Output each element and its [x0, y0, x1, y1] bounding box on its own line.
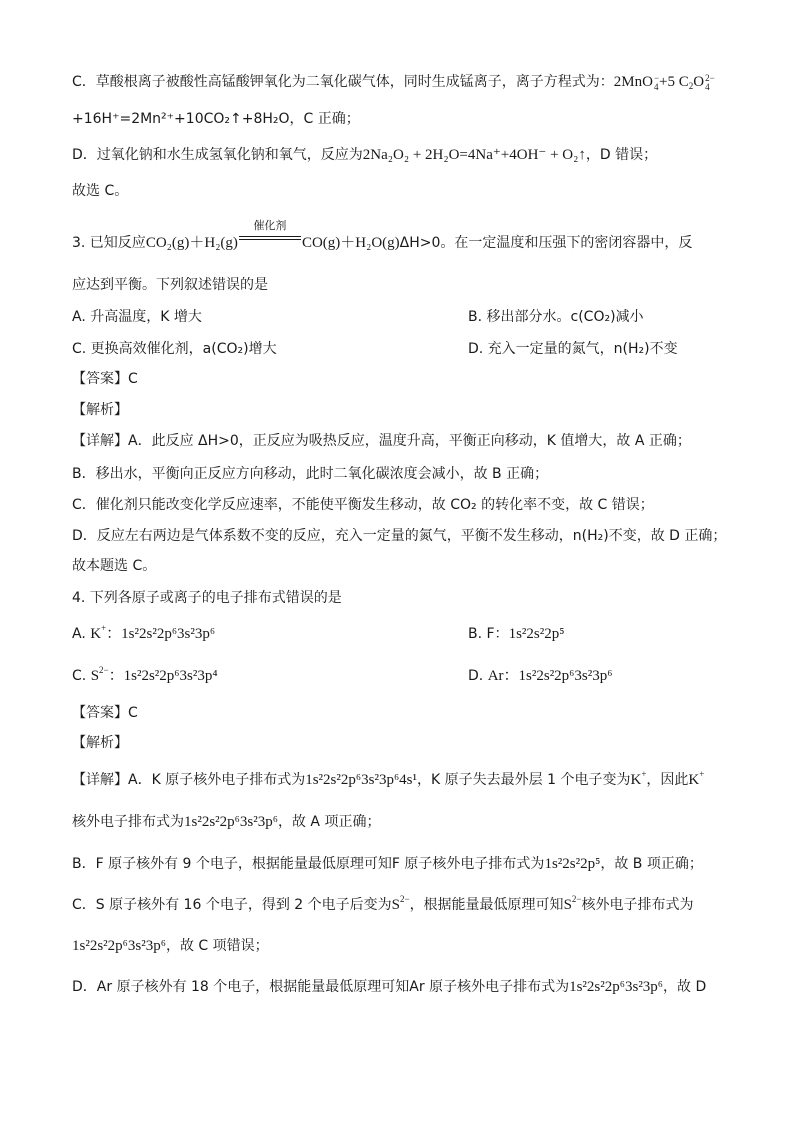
text: 【详解】A．此反应 ΔH>0，正反应为吸热反应，温度升高，平衡正向移动，K 值增大，故 A 正确； [72, 433, 691, 449]
answer: 【答案】C [72, 371, 138, 387]
q3-options-row1 [72, 307, 644, 327]
text: B．F 原子核外有 9 个电子，根据能量最低原理可知 [72, 856, 392, 872]
text: 3. 已知反应 [72, 235, 146, 251]
config: 1s²2s²2p⁶3s²3p⁶4s¹ [305, 772, 418, 788]
text: ，K 原子失去最外层 1 个电子变为 [417, 772, 631, 788]
q4-detail-f [72, 977, 706, 997]
text: C．催化剂只能改变化学反应速率，不能使平衡发生移动，故 CO₂ 的转化率不变，故 C 错误； [72, 497, 654, 513]
equation-right: CO(g)＋H₂O(g) [301, 235, 400, 251]
text: 应达到平衡。下列叙述错误的是 [72, 277, 268, 293]
text: C．草酸根离子被酸性高锰酸钾氧化为二氧化碳气体，同时生成锰离子，离子方程式为： [72, 74, 614, 90]
eq-mno4: 2MnO − 4 [613, 73, 660, 92]
catalyst-arrow [239, 219, 301, 249]
option-b: B. 移出部分水。c(CO₂)减小 [468, 309, 644, 325]
line-c-part2 [72, 109, 360, 129]
text: 故本题选 C。 [72, 558, 157, 574]
q4-detail-b [72, 812, 380, 832]
text: D．过氧化钠和水生成氢氧化钠和氧气，反应为 [72, 147, 363, 163]
q4-detail-c [72, 854, 703, 874]
config: 1s²2s²2p⁶3s²3p⁶ [184, 814, 278, 830]
catalyst-label: 催化剂 [253, 219, 287, 232]
q4-options-row2 [72, 665, 613, 686]
config: 1s²2s²2p⁶3s²3p⁶ [569, 979, 664, 995]
text: +16H⁺=2Mn²⁺+10CO₂↑+8H₂O，C 正确； [72, 111, 360, 127]
line-c-part1 [72, 72, 715, 92]
q4-detail-a [72, 770, 704, 790]
text: 核外电子排布式为 [72, 814, 184, 830]
q3-detail-c [72, 495, 654, 515]
question-3 [72, 219, 693, 253]
q3-detail-e [72, 556, 156, 576]
k-ion: K+ [630, 769, 647, 788]
q4-detail-d [72, 895, 693, 915]
equation: 2Na₂O₂ + 2H₂O=4Na⁺+4OH⁻ + O₂↑ [362, 147, 586, 163]
option-a: A. 升高温度，K 增大 [72, 309, 202, 325]
k-ion: K+ [688, 769, 705, 788]
option-d: D. 充入一定量的氮气，n(H₂)不变 [468, 341, 678, 357]
eq-c2o4: +5 $C_2O$ 2− 4 [659, 73, 715, 92]
line-choose [72, 181, 128, 201]
text: 核外电子排布式为 [581, 897, 694, 913]
q3-detail-a [72, 431, 691, 451]
text: ，D 错误； [585, 147, 658, 163]
question-4 [72, 588, 342, 608]
option-c: C. $S^{2-}$：1s²2s²2p⁶3s²3p⁴ [72, 665, 218, 684]
s-ion: $S^{2-}$ [563, 894, 582, 913]
q4-options-row1 [72, 623, 565, 644]
q3-detail-b [72, 464, 548, 484]
text: 【详解】A．K 原子核外电子排布式为 [72, 772, 306, 788]
text: 4. 下列各原子或离子的电子排布式错误的是 [72, 590, 342, 606]
equation-left: CO₂(g)＋H₂(g) [145, 235, 238, 251]
option-a: A. K+：1s²2s²2p⁶3s²3p⁶ [72, 623, 216, 642]
q3-answer [72, 369, 138, 389]
text: ，故 C 项错误； [165, 938, 269, 954]
config: 1s²2s²2p⁵ [544, 856, 601, 872]
config: 1s²2s²2p⁶3s²3p⁶ [72, 938, 166, 954]
text: D．Ar 原子核外有 18 个电子，根据能量最低原理可知 [72, 979, 410, 995]
q4-answer [72, 703, 138, 723]
option-d: D. Ar：1s²2s²2p⁶3s²3p⁶ [468, 668, 613, 684]
text: D．反应左右两边是气体系数不变的反应，充入一定量的氮气，平衡不发生移动，n(H₂)不变，故 D 正确； [72, 528, 727, 544]
q3-detail-d [72, 526, 726, 546]
q4-analysis [72, 733, 128, 753]
text: Ar 原子核外电子排布式为 [409, 979, 570, 995]
text: ，故 D [663, 979, 707, 995]
text: F 原子核外电子排布式为 [391, 856, 545, 872]
analysis-heading: 【解析】 [72, 402, 128, 418]
text: ，根据能量最低原理可知 [409, 897, 564, 913]
option-b: B. F：1s²2s²2p⁵ [468, 626, 565, 642]
text: ，故 A 项正确； [277, 814, 381, 830]
q3-analysis [72, 400, 128, 420]
text: ，故 B 项正确； [600, 856, 703, 872]
option-c: C. 更换高效催化剂，a(CO₂)增大 [72, 341, 277, 357]
text: 故选 C。 [72, 183, 129, 199]
s-ion: $S^{2-}$ [391, 894, 410, 913]
text: C．S 原子核外有 16 个电子，得到 2 个电子后变为 [72, 897, 392, 913]
answer: 【答案】C [72, 705, 138, 721]
text: ，因此 [646, 772, 689, 788]
q3-options-row2 [72, 339, 678, 359]
question-3-line2 [72, 275, 268, 295]
text: ΔH>0。在一定温度和压强下的密闭容器中，反 [399, 235, 693, 251]
text: B．移出水，平衡向正反应方向移动，此时二氧化碳浓度会减小，故 B 正确； [72, 466, 549, 482]
analysis-heading: 【解析】 [72, 735, 128, 751]
line-d [72, 145, 657, 165]
q4-detail-e [72, 936, 269, 956]
